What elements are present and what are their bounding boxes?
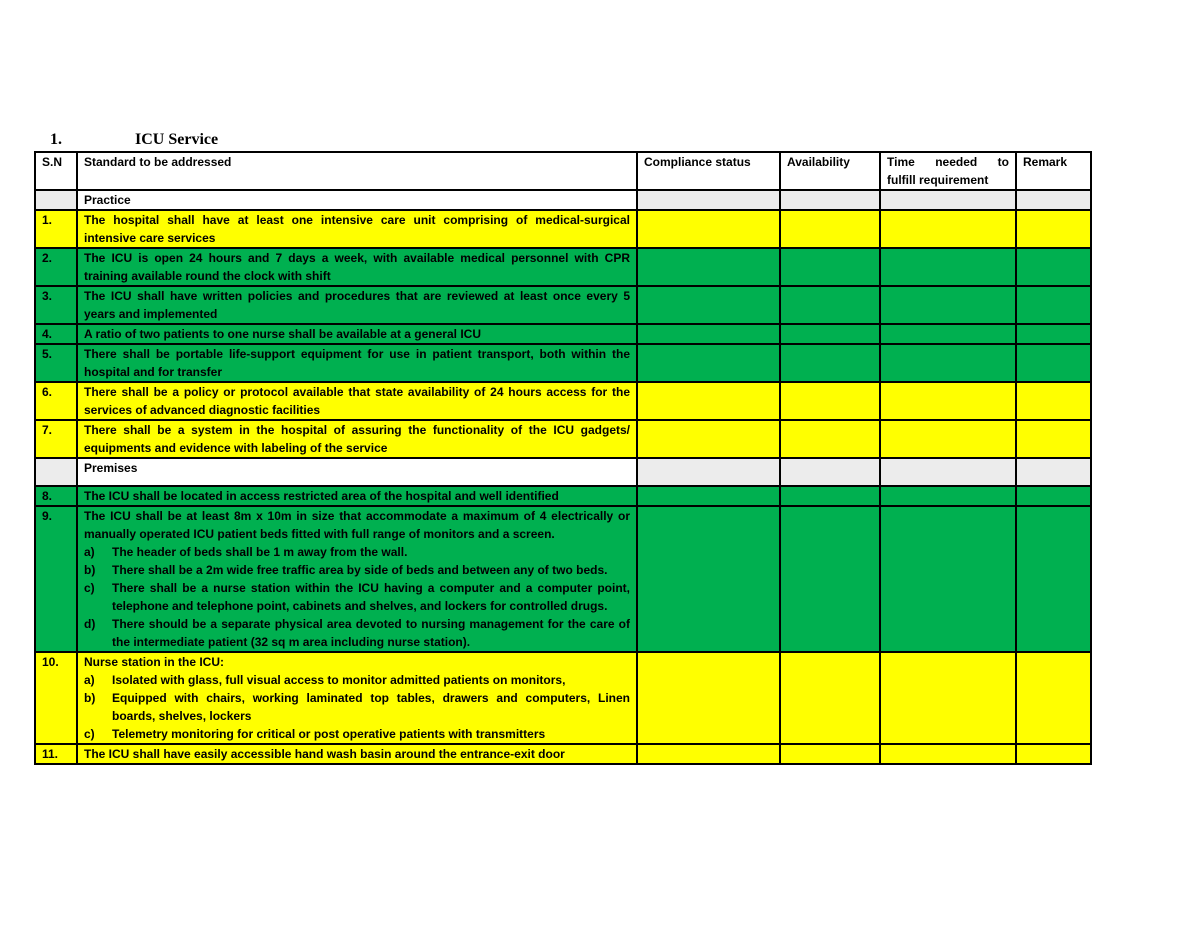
- sub-item-text: Telemetry monitoring for critical or post operative patients with transmitters: [112, 727, 546, 741]
- table-row: [35, 210, 1091, 248]
- cell: [880, 382, 1016, 420]
- cell: [637, 210, 780, 248]
- section-label-practice: Practice: [77, 190, 637, 210]
- header-standard: Standard to be addressed: [77, 152, 637, 190]
- sub-item-text: There should be a separate physical area devoted to nursing management for the care of the intermediate patient (32 sq m area including nurse station).: [112, 617, 630, 649]
- section-row-practice: [35, 190, 1091, 210]
- table-row: [35, 286, 1091, 324]
- cell: [880, 458, 1016, 486]
- section-label-premises: Premises: [77, 458, 637, 486]
- section-heading: [50, 131, 218, 149]
- cell: [780, 652, 880, 744]
- cell: [1016, 458, 1091, 486]
- row-sn: 1.: [35, 210, 77, 248]
- cell: [780, 248, 880, 286]
- sub-item: [84, 725, 630, 743]
- sub-item: [84, 671, 630, 689]
- row-standard: A ratio of two patients to one nurse shall be available at a general ICU: [77, 324, 637, 344]
- row-standard: There shall be a policy or protocol available that state availability of 24 hours access for the services of advanced diagnostic facilities: [77, 382, 637, 420]
- cell: [880, 286, 1016, 324]
- cell: [880, 744, 1016, 764]
- cell: [880, 324, 1016, 344]
- cell: [35, 458, 77, 486]
- cell: [880, 652, 1016, 744]
- cell: [1016, 506, 1091, 652]
- table-row: [35, 420, 1091, 458]
- cell: [780, 190, 880, 210]
- table-row: [35, 248, 1091, 286]
- cell: [880, 506, 1016, 652]
- cell: [880, 344, 1016, 382]
- row-sn: 10.: [35, 652, 77, 744]
- cell: [880, 420, 1016, 458]
- sub-item-marker: c): [84, 581, 95, 595]
- cell: [35, 190, 77, 210]
- cell: [637, 382, 780, 420]
- cell: [780, 506, 880, 652]
- header-compliance: Compliance status: [637, 152, 780, 190]
- row-standard-intro: The ICU shall be at least 8m x 10m in size that accommodate a maximum of 4 electrically or manually operated ICU patient beds fitted with full range of monitors and a screen.: [84, 509, 630, 541]
- header-time-line1: Time needed to: [887, 155, 1009, 169]
- sub-item-marker: b): [84, 563, 96, 577]
- cell: [780, 744, 880, 764]
- sub-item-marker: b): [84, 691, 96, 705]
- section-title: ICU Service: [135, 131, 219, 148]
- cell: [1016, 344, 1091, 382]
- row-standard: The ICU is open 24 hours and 7 days a week, with available medical personnel with CPR training available round the clock with shift: [77, 248, 637, 286]
- sub-item: [84, 615, 630, 651]
- cell: [637, 744, 780, 764]
- cell: [780, 210, 880, 248]
- header-time-line2: fulfill requirement: [887, 173, 989, 187]
- row-standard: The ICU shall have written policies and procedures that are reviewed at least once every 5 years and implemented: [77, 286, 637, 324]
- row-standard: [77, 652, 637, 744]
- sub-item-text: Equipped with chairs, working laminated top tables, drawers and computers, Linen boards, shelves, lockers: [112, 691, 630, 723]
- section-row-premises: [35, 458, 1091, 486]
- cell: [1016, 248, 1091, 286]
- cell: [880, 190, 1016, 210]
- cell: [780, 420, 880, 458]
- sub-item-text: There shall be a nurse station within the ICU having a computer and a computer point, telephone and telephone point, cabinets and shelves, and lockers for controlled drugs.: [112, 581, 630, 613]
- cell: [880, 210, 1016, 248]
- cell: [637, 324, 780, 344]
- header-remark: Remark: [1016, 152, 1091, 190]
- cell: [780, 344, 880, 382]
- row-sn: 11.: [35, 744, 77, 764]
- table-row: [35, 652, 1091, 744]
- row-standard: There shall be portable life-support equipment for use in patient transport, both within the hospital and for transfer: [77, 344, 637, 382]
- cell: [780, 458, 880, 486]
- sub-item: [84, 561, 630, 579]
- table-row: [35, 382, 1091, 420]
- sub-item: [84, 543, 630, 561]
- cell: [1016, 190, 1091, 210]
- cell: [880, 248, 1016, 286]
- row-sn: 9.: [35, 506, 77, 652]
- sub-item-marker: d): [84, 617, 96, 631]
- cell: [637, 652, 780, 744]
- row-standard: There shall be a system in the hospital of assuring the functionality of the ICU gadgets/ equipments and evidence with labeling of the service: [77, 420, 637, 458]
- cell: [637, 190, 780, 210]
- table-row: [35, 324, 1091, 344]
- header-sn: S.N: [35, 152, 77, 190]
- cell: [1016, 324, 1091, 344]
- cell: [1016, 486, 1091, 506]
- cell: [1016, 286, 1091, 324]
- cell: [637, 486, 780, 506]
- header-row: [35, 152, 1091, 190]
- row-sn: 4.: [35, 324, 77, 344]
- row-sn: 6.: [35, 382, 77, 420]
- row-sn: 5.: [35, 344, 77, 382]
- sub-item-text: Isolated with glass, full visual access to monitor admitted patients on monitors,: [112, 673, 566, 687]
- cell: [1016, 210, 1091, 248]
- cell: [637, 344, 780, 382]
- cell: [780, 324, 880, 344]
- table-row: [35, 344, 1091, 382]
- header-time: [880, 152, 1016, 190]
- row-sn: 7.: [35, 420, 77, 458]
- cell: [1016, 420, 1091, 458]
- sub-item-text: There shall be a 2m wide free traffic area by side of beds and between any of two beds.: [112, 563, 608, 577]
- header-availability: Availability: [780, 152, 880, 190]
- section-number: 1.: [50, 131, 62, 148]
- row-sn: 8.: [35, 486, 77, 506]
- sub-item: [84, 579, 630, 615]
- table-row: [35, 506, 1091, 652]
- row-standard: The ICU shall have easily accessible hand wash basin around the entrance-exit door: [77, 744, 637, 764]
- table-row: [35, 744, 1091, 764]
- row-sn: 3.: [35, 286, 77, 324]
- row-standard: The ICU shall be located in access restricted area of the hospital and well identified: [77, 486, 637, 506]
- sub-item-text: The header of beds shall be 1 m away from the wall.: [112, 545, 408, 559]
- sub-item-marker: a): [84, 673, 95, 687]
- sub-item-marker: c): [84, 727, 95, 741]
- cell: [780, 382, 880, 420]
- row-standard: The hospital shall have at least one intensive care unit comprising of medical-surgical intensive care services: [77, 210, 637, 248]
- row-standard: [77, 506, 637, 652]
- row-sn: 2.: [35, 248, 77, 286]
- cell: [1016, 744, 1091, 764]
- cell: [780, 286, 880, 324]
- standards-table: [34, 151, 1092, 765]
- sub-item: [84, 689, 630, 725]
- cell: [637, 506, 780, 652]
- table-row: [35, 486, 1091, 506]
- cell: [637, 248, 780, 286]
- cell: [637, 458, 780, 486]
- cell: [880, 486, 1016, 506]
- cell: [637, 420, 780, 458]
- row-standard-intro: Nurse station in the ICU:: [84, 655, 225, 669]
- sub-item-marker: a): [84, 545, 95, 559]
- cell: [1016, 382, 1091, 420]
- cell: [637, 286, 780, 324]
- cell: [780, 486, 880, 506]
- cell: [1016, 652, 1091, 744]
